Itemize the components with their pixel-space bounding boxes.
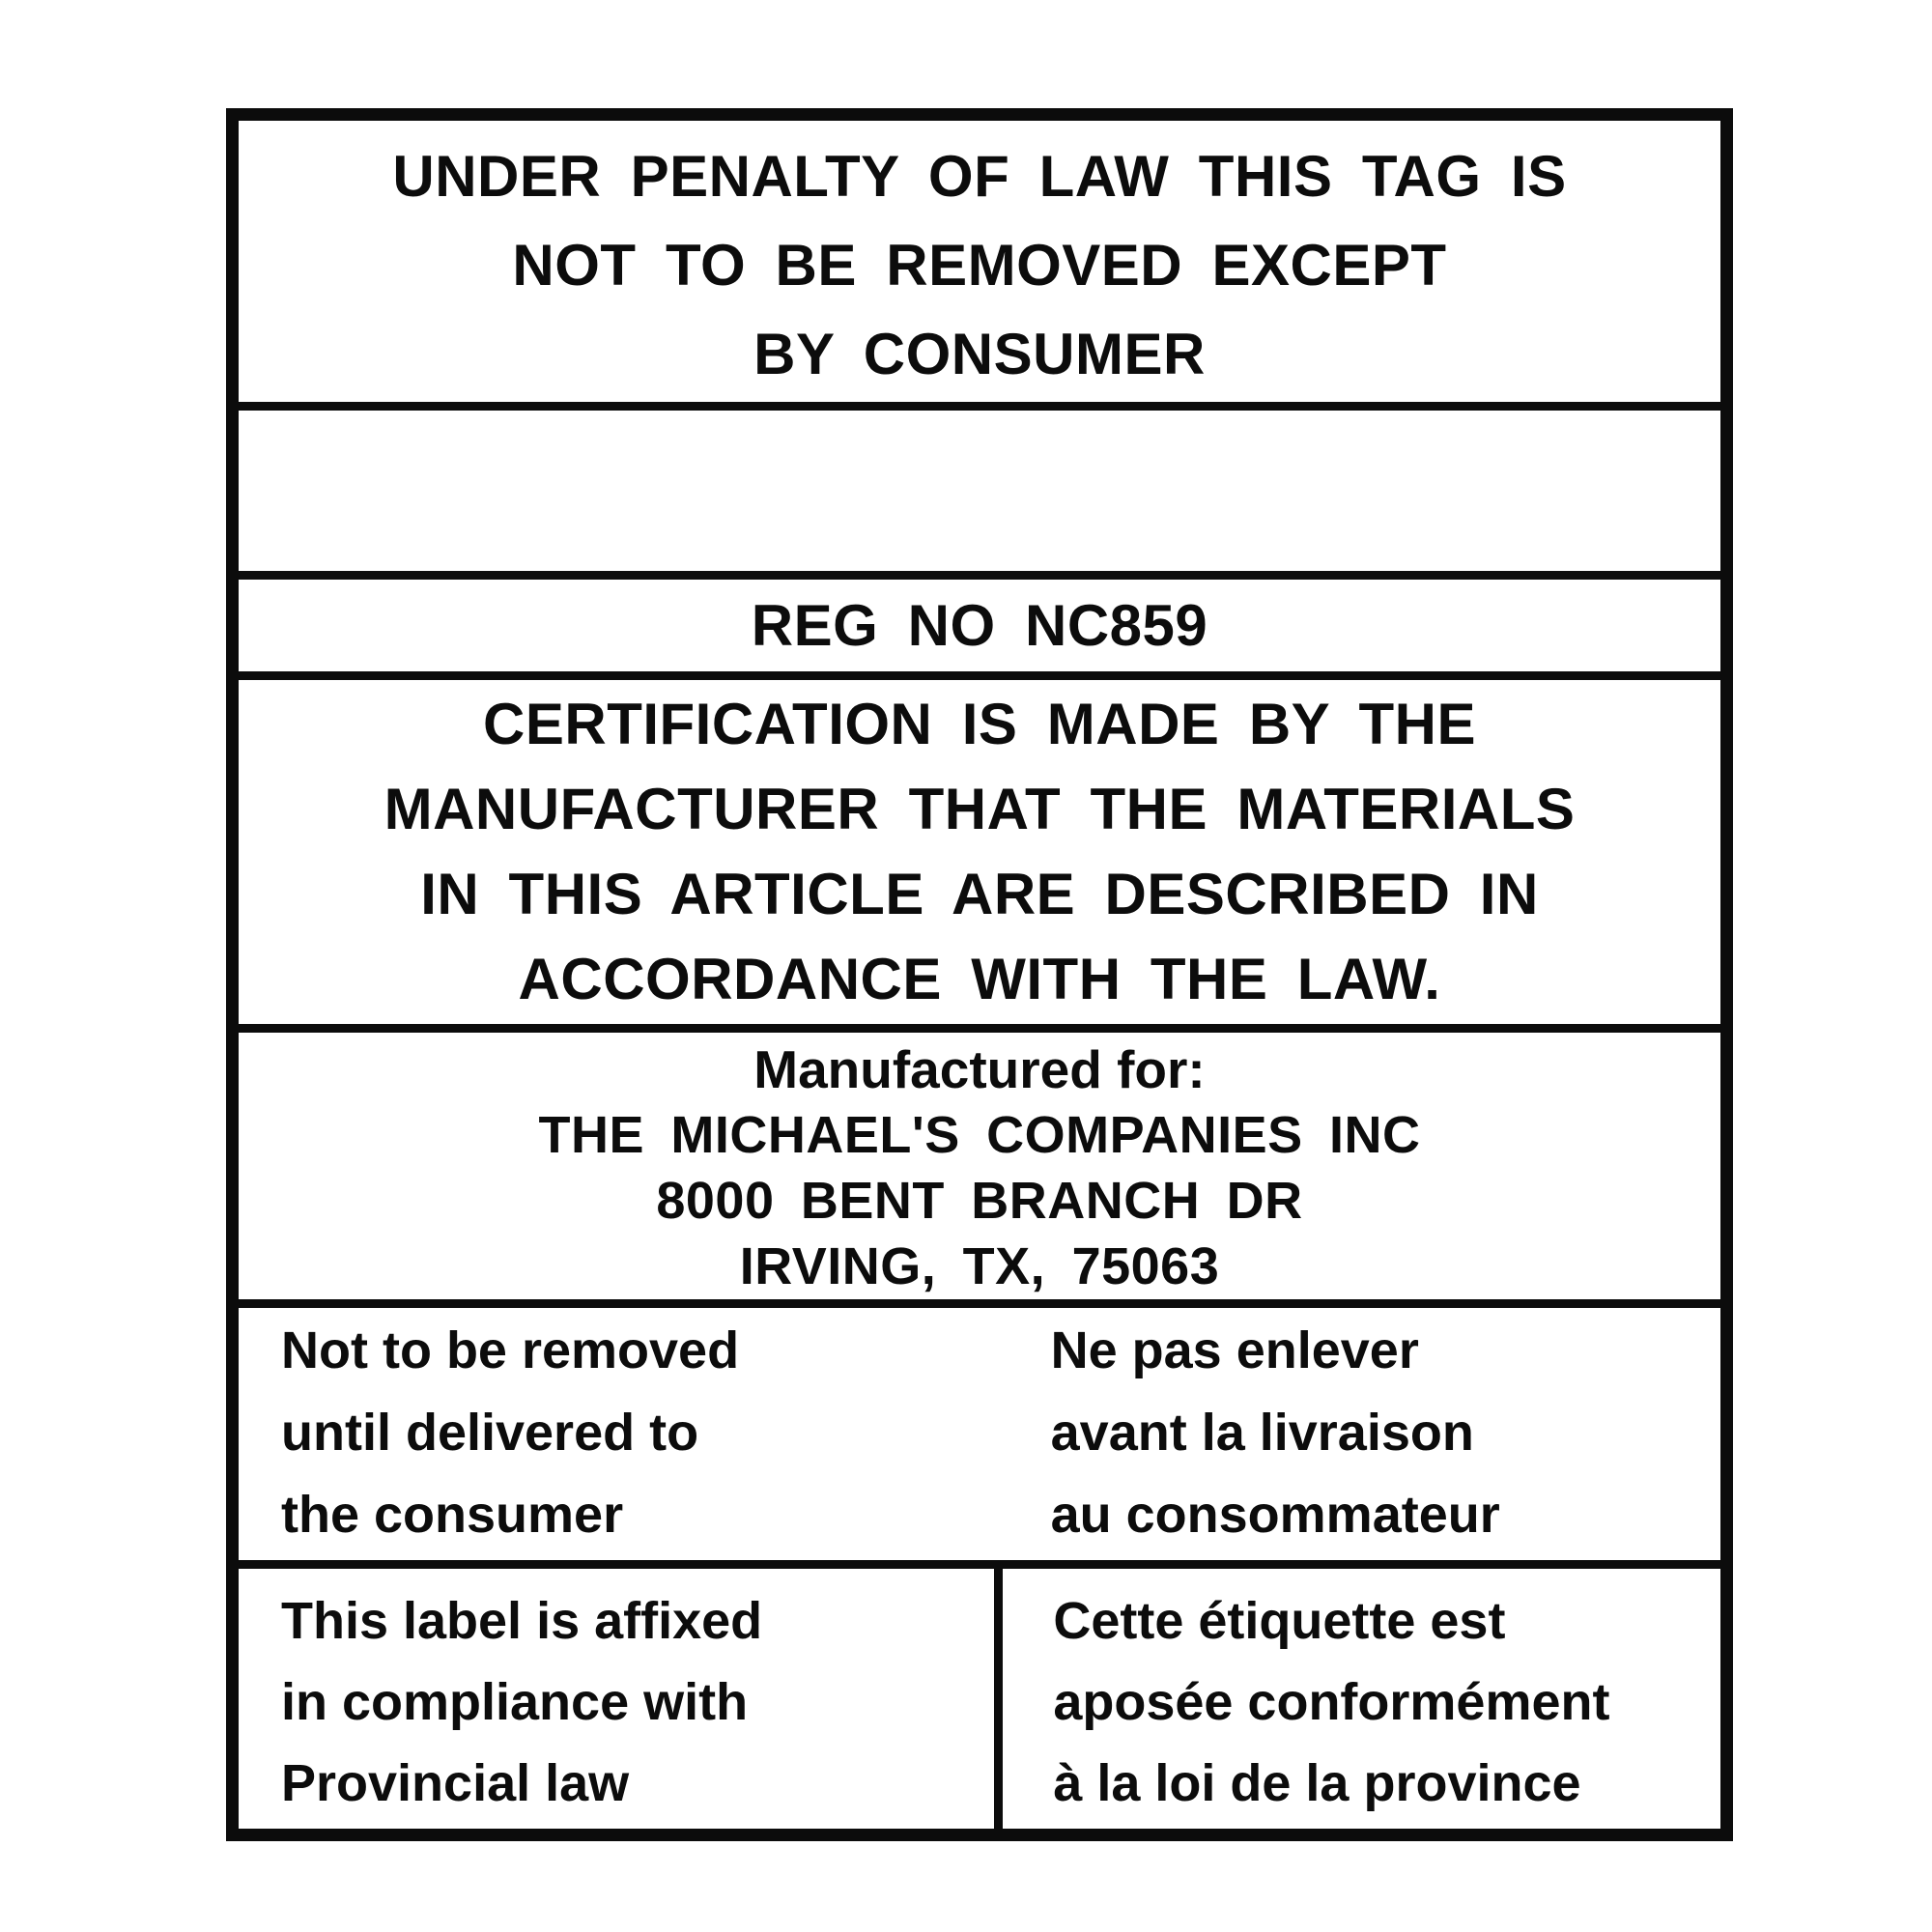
- removal-notice-english: [239, 1310, 1051, 1560]
- certification-section: [239, 680, 1720, 1033]
- compliance-notice-french: [994, 1569, 1720, 1829]
- penalty-line-1: UNDER PENALTY OF LAW THIS TAG IS: [392, 144, 1567, 209]
- penalty-section: [239, 121, 1720, 411]
- penalty-line-3: BY CONSUMER: [753, 322, 1206, 386]
- reg-no-section: [239, 580, 1720, 680]
- removal-notice-section: [239, 1308, 1720, 1569]
- removal-en-line-3: the consumer: [281, 1486, 624, 1544]
- removal-fr-line-2: avant la livraison: [1050, 1404, 1474, 1462]
- law-tag-label: [226, 108, 1733, 1841]
- certification-line-2: MANUFACTURER THAT THE MATERIALS: [384, 777, 1576, 841]
- removal-fr-line-1: Ne pas enlever: [1050, 1321, 1419, 1379]
- compliance-fr-line-3: à la loi de la province: [1053, 1754, 1581, 1812]
- manufacturer-company-name: THE MICHAEL'S COMPANIES INC: [538, 1106, 1421, 1164]
- blank-section: [239, 411, 1720, 580]
- certification-line-1: CERTIFICATION IS MADE BY THE: [483, 692, 1476, 756]
- penalty-line-2: NOT TO BE REMOVED EXCEPT: [512, 233, 1447, 298]
- compliance-en-line-1: This label is affixed: [281, 1592, 763, 1650]
- compliance-en-line-3: Provincial law: [281, 1754, 630, 1812]
- certification-line-4: ACCORDANCE WITH THE LAW.: [518, 947, 1441, 1011]
- removal-en-line-1: Not to be removed: [281, 1321, 740, 1379]
- certification-line-3: IN THIS ARTICLE ARE DESCRIBED IN: [420, 862, 1539, 926]
- removal-notice-french: [1051, 1310, 1720, 1560]
- manufacturer-city-state-zip: IRVING, TX, 75063: [739, 1237, 1220, 1295]
- compliance-fr-line-1: Cette étiquette est: [1053, 1592, 1506, 1650]
- removal-fr-line-3: au consommateur: [1050, 1486, 1500, 1544]
- manufactured-for-heading: Manufactured for:: [753, 1039, 1206, 1099]
- compliance-notice-english: [239, 1569, 994, 1829]
- reg-no-text: REG NO NC859: [751, 593, 1208, 658]
- removal-en-line-2: until delivered to: [281, 1404, 699, 1462]
- manufactured-for-section: [239, 1033, 1720, 1308]
- compliance-section: [239, 1569, 1720, 1829]
- manufacturer-street-address: 8000 BENT BRANCH DR: [656, 1172, 1303, 1230]
- compliance-fr-line-2: aposée conformément: [1053, 1673, 1610, 1731]
- compliance-en-line-2: in compliance with: [281, 1673, 749, 1731]
